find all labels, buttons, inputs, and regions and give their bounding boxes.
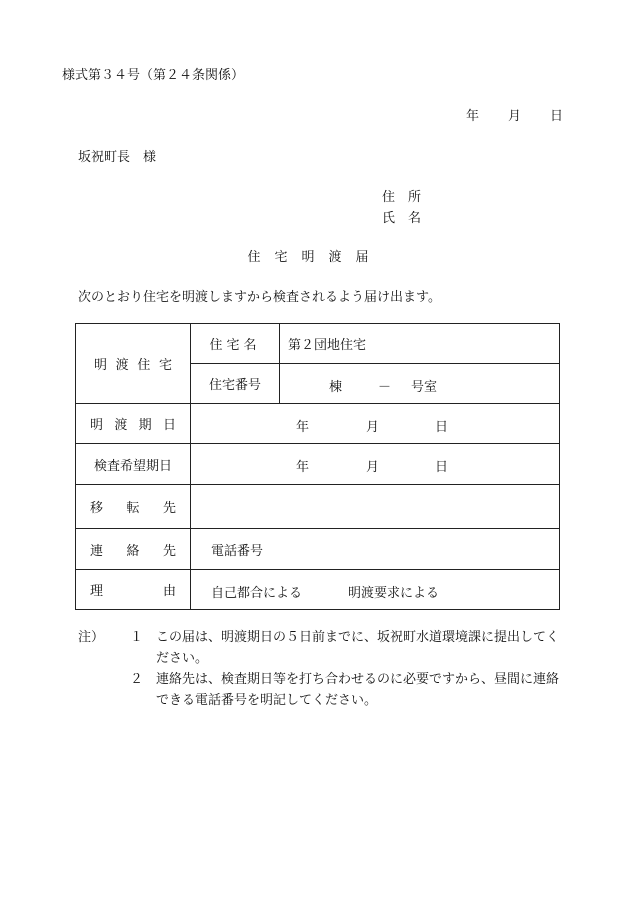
inspection-month: 月 [366,460,380,475]
contact-label-text: 連 絡 先 [90,543,176,559]
building-suffix: 棟 [329,380,343,395]
house-name-label-text: 住宅名 [209,338,261,353]
addressee: 坂祝町長 様 [78,150,157,165]
house-name-label [191,324,280,364]
reason-option-self[interactable]: 自己都合による [211,586,303,601]
document-title: 住宅明渡届 [247,250,383,265]
note-item [78,669,568,711]
intro-text: 次のとおり住宅を明渡しますから検査されるよう届け出ます。 [78,290,441,305]
date-year-label: 年 [466,109,480,124]
move-to-value[interactable] [191,485,560,529]
vacate-date-label-text: 明 渡 期 日 [90,418,176,433]
house-number-label: 住宅番号 [191,364,280,404]
inspection-day: 日 [435,460,449,475]
move-to-label-text: 移 転 先 [90,501,176,516]
vacate-year: 年 [296,420,310,435]
notes-head: 注） [78,630,105,645]
inspection-date-value[interactable] [191,444,560,485]
note-item [78,627,568,669]
contact-label [76,529,191,570]
vacate-date-label [76,404,191,444]
vacate-date-value[interactable] [191,404,560,444]
applicant-name-label: 氏 名 [382,211,422,226]
note-text: 連絡先は、検査期日等を打ち合わせるのに必要ですから、昼間に連絡できる電話番号を明記してください。 [156,672,560,708]
note-number: ２ [130,672,144,687]
house-section-text: 明 渡 住 宅 [94,358,172,373]
date-month-label: 月 [508,109,522,124]
house-name-value[interactable]: 第２団地住宅 [280,324,560,364]
reason-label [76,570,191,610]
room-suffix: 号室 [411,380,438,395]
date-day-label: 日 [550,109,564,124]
note-number: １ [130,630,144,645]
applicant-address-label: 住 所 [382,190,422,205]
dash-separator: － [378,380,392,395]
reason-label-text: 理 由 [90,584,176,599]
reason-option-request[interactable]: 明渡要求による [348,586,440,601]
house-number-value[interactable] [280,364,560,404]
move-to-label [76,485,191,529]
note-text: この届は、明渡期日の５日前までに、坂祝町水道環境課に提出してください。 [156,630,560,666]
house-section-label [76,324,191,404]
inspection-date-label: 検査希望期日 [76,444,191,485]
contact-value[interactable]: 電話番号 [191,529,560,570]
vacate-day: 日 [435,420,449,435]
reason-value[interactable] [191,570,560,610]
notes [78,627,568,711]
inspection-year: 年 [296,460,310,475]
vacate-form-table [75,323,560,610]
vacate-month: 月 [366,420,380,435]
form-number: 様式第３４号（第２４条関係） [62,68,245,83]
